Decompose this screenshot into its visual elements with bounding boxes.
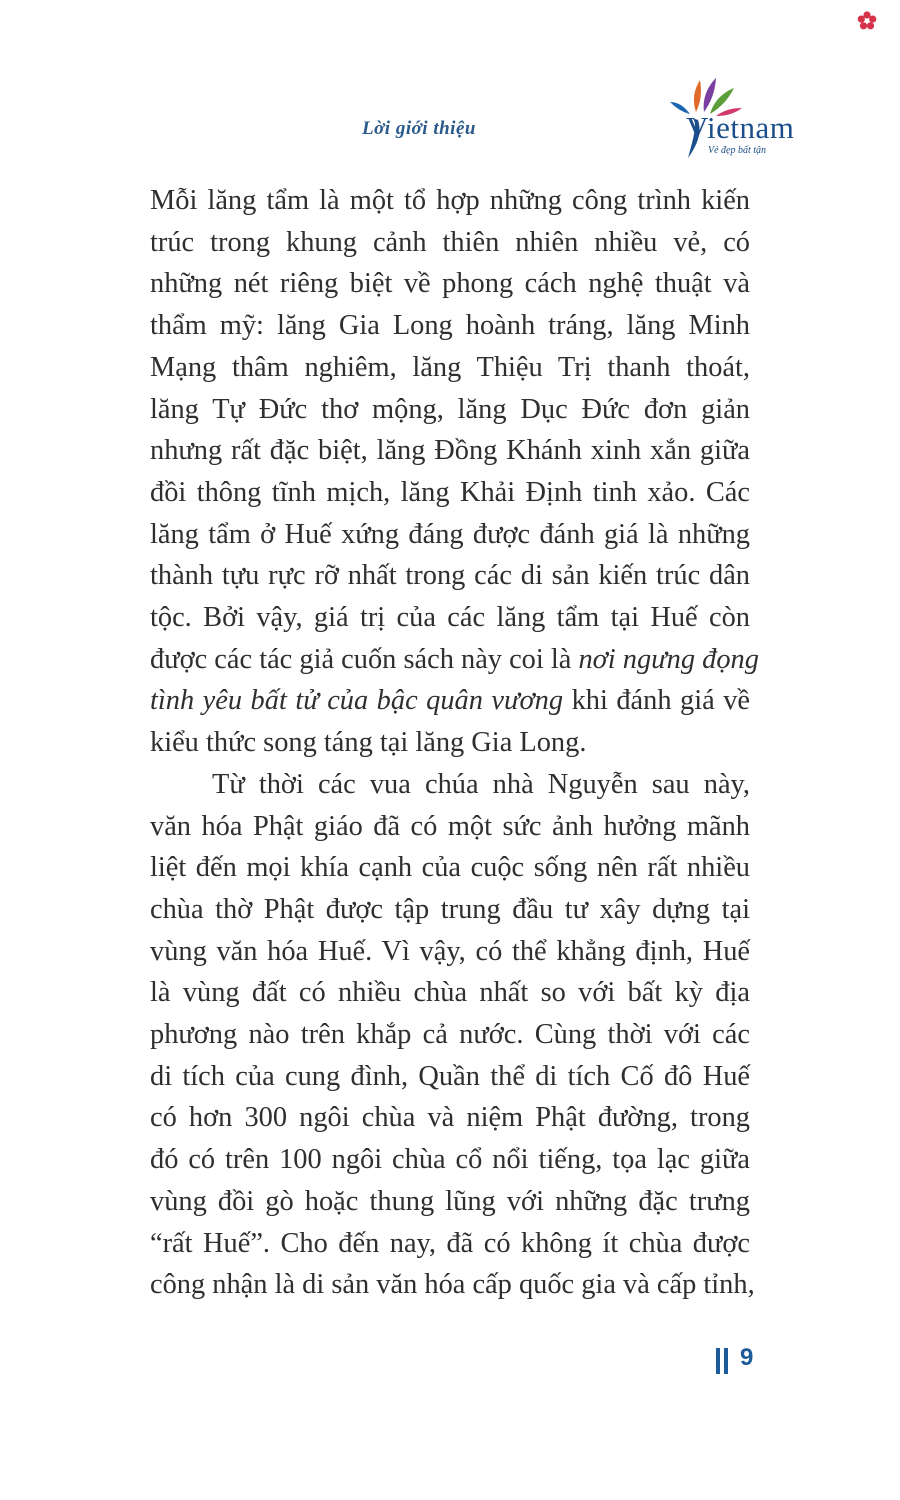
logo-tagline: Vẻ đẹp bất tận: [708, 145, 767, 156]
text-segment: khi đánh giá về: [563, 685, 751, 717]
text-line: vùng đồi gò hoặc thung lũng với những đặc trưng: [150, 1185, 750, 1217]
italic-phrase: nơi ngưng đọng: [578, 643, 759, 675]
text-line: lăng tẩm ở Huế xứng đáng được đánh giá là những: [150, 518, 750, 550]
text-line: Từ thời các vua chúa nhà Nguyễn sau này,: [212, 768, 750, 800]
text-line: công nhận là di sản văn hóa cấp quốc gia và cấp tỉnh,: [150, 1269, 755, 1301]
text-line: nhưng rất đặc biệt, lăng Đồng Khánh xinh xắn giữa: [150, 435, 750, 467]
text-line: di tích của cung đình, Quần thể di tích Cố đô Huế: [150, 1060, 750, 1092]
text-line: [150, 639, 759, 681]
text-line: vùng văn hóa Huế. Vì vậy, có thể khẳng định, Huế: [150, 935, 750, 967]
text-segment: được các tác giả cuốn sách này coi là: [150, 643, 579, 675]
body-text: [150, 180, 759, 1306]
text-line: Mỗi lăng tẩm là một tổ hợp những công trình kiến: [150, 185, 750, 216]
text-line: chùa thờ Phật được tập trung đầu tư xây dựng tại: [150, 893, 750, 925]
text-line: có hơn 300 ngôi chùa và niệm Phật đường, trong: [150, 1102, 750, 1134]
text-line: [150, 680, 750, 722]
paragraph: [150, 764, 755, 1306]
folio-bars-icon: [716, 1348, 728, 1374]
flower-icon: [856, 10, 878, 32]
text-line: phương nào trên khắp cả nước. Cùng thời với các: [150, 1019, 750, 1051]
text-line: Mạng thâm nghiêm, lăng Thiệu Trị thanh thoát,: [150, 351, 750, 383]
text-line: lăng Tự Đức thơ mộng, lăng Dục Đức đơn giản: [150, 393, 750, 425]
text-line: liệt đến mọi khía cạnh của cuộc sống nên rất nhiều: [150, 852, 750, 884]
text-line: thành tựu rực rỡ nhất trong các di sản kiến trúc dân: [150, 560, 750, 592]
logo-word: Vietnam: [686, 110, 795, 145]
text-line: đồi thông tĩnh mịch, lăng Khải Định tinh xảo. Các: [150, 476, 750, 508]
text-line: trúc trong khung cảnh thiên nhiên nhiều vẻ, có: [150, 226, 750, 258]
text-line: kiểu thức song táng tại lăng Gia Long.: [150, 727, 587, 759]
text-line: đó có trên 100 ngôi chùa cổ nổi tiếng, tọa lạc giữa: [150, 1144, 750, 1176]
text-line: “rất Huế”. Cho đến nay, đã có không ít chùa được: [150, 1227, 750, 1259]
page-number: 9: [740, 1344, 754, 1371]
text-line: tộc. Bởi vậy, giá trị của các lăng tẩm tại Huế còn: [150, 602, 750, 634]
italic-phrase: tình yêu bất tử của bậc quân vương: [150, 685, 564, 717]
text-line: những nét riêng biệt về phong cách nghệ thuật và: [150, 268, 750, 300]
section-title: Lời giới thiệu: [362, 118, 476, 139]
vietnam-logo: [668, 72, 808, 168]
text-line: thẩm mỹ: lăng Gia Long hoành tráng, lăng Minh: [150, 310, 750, 342]
paragraph: [150, 180, 759, 764]
text-line: văn hóa Phật giáo đã có một sức ảnh hưởng mãnh: [150, 810, 750, 842]
text-line: là vùng đất có nhiều chùa nhất so với bất kỳ địa: [150, 977, 750, 1009]
